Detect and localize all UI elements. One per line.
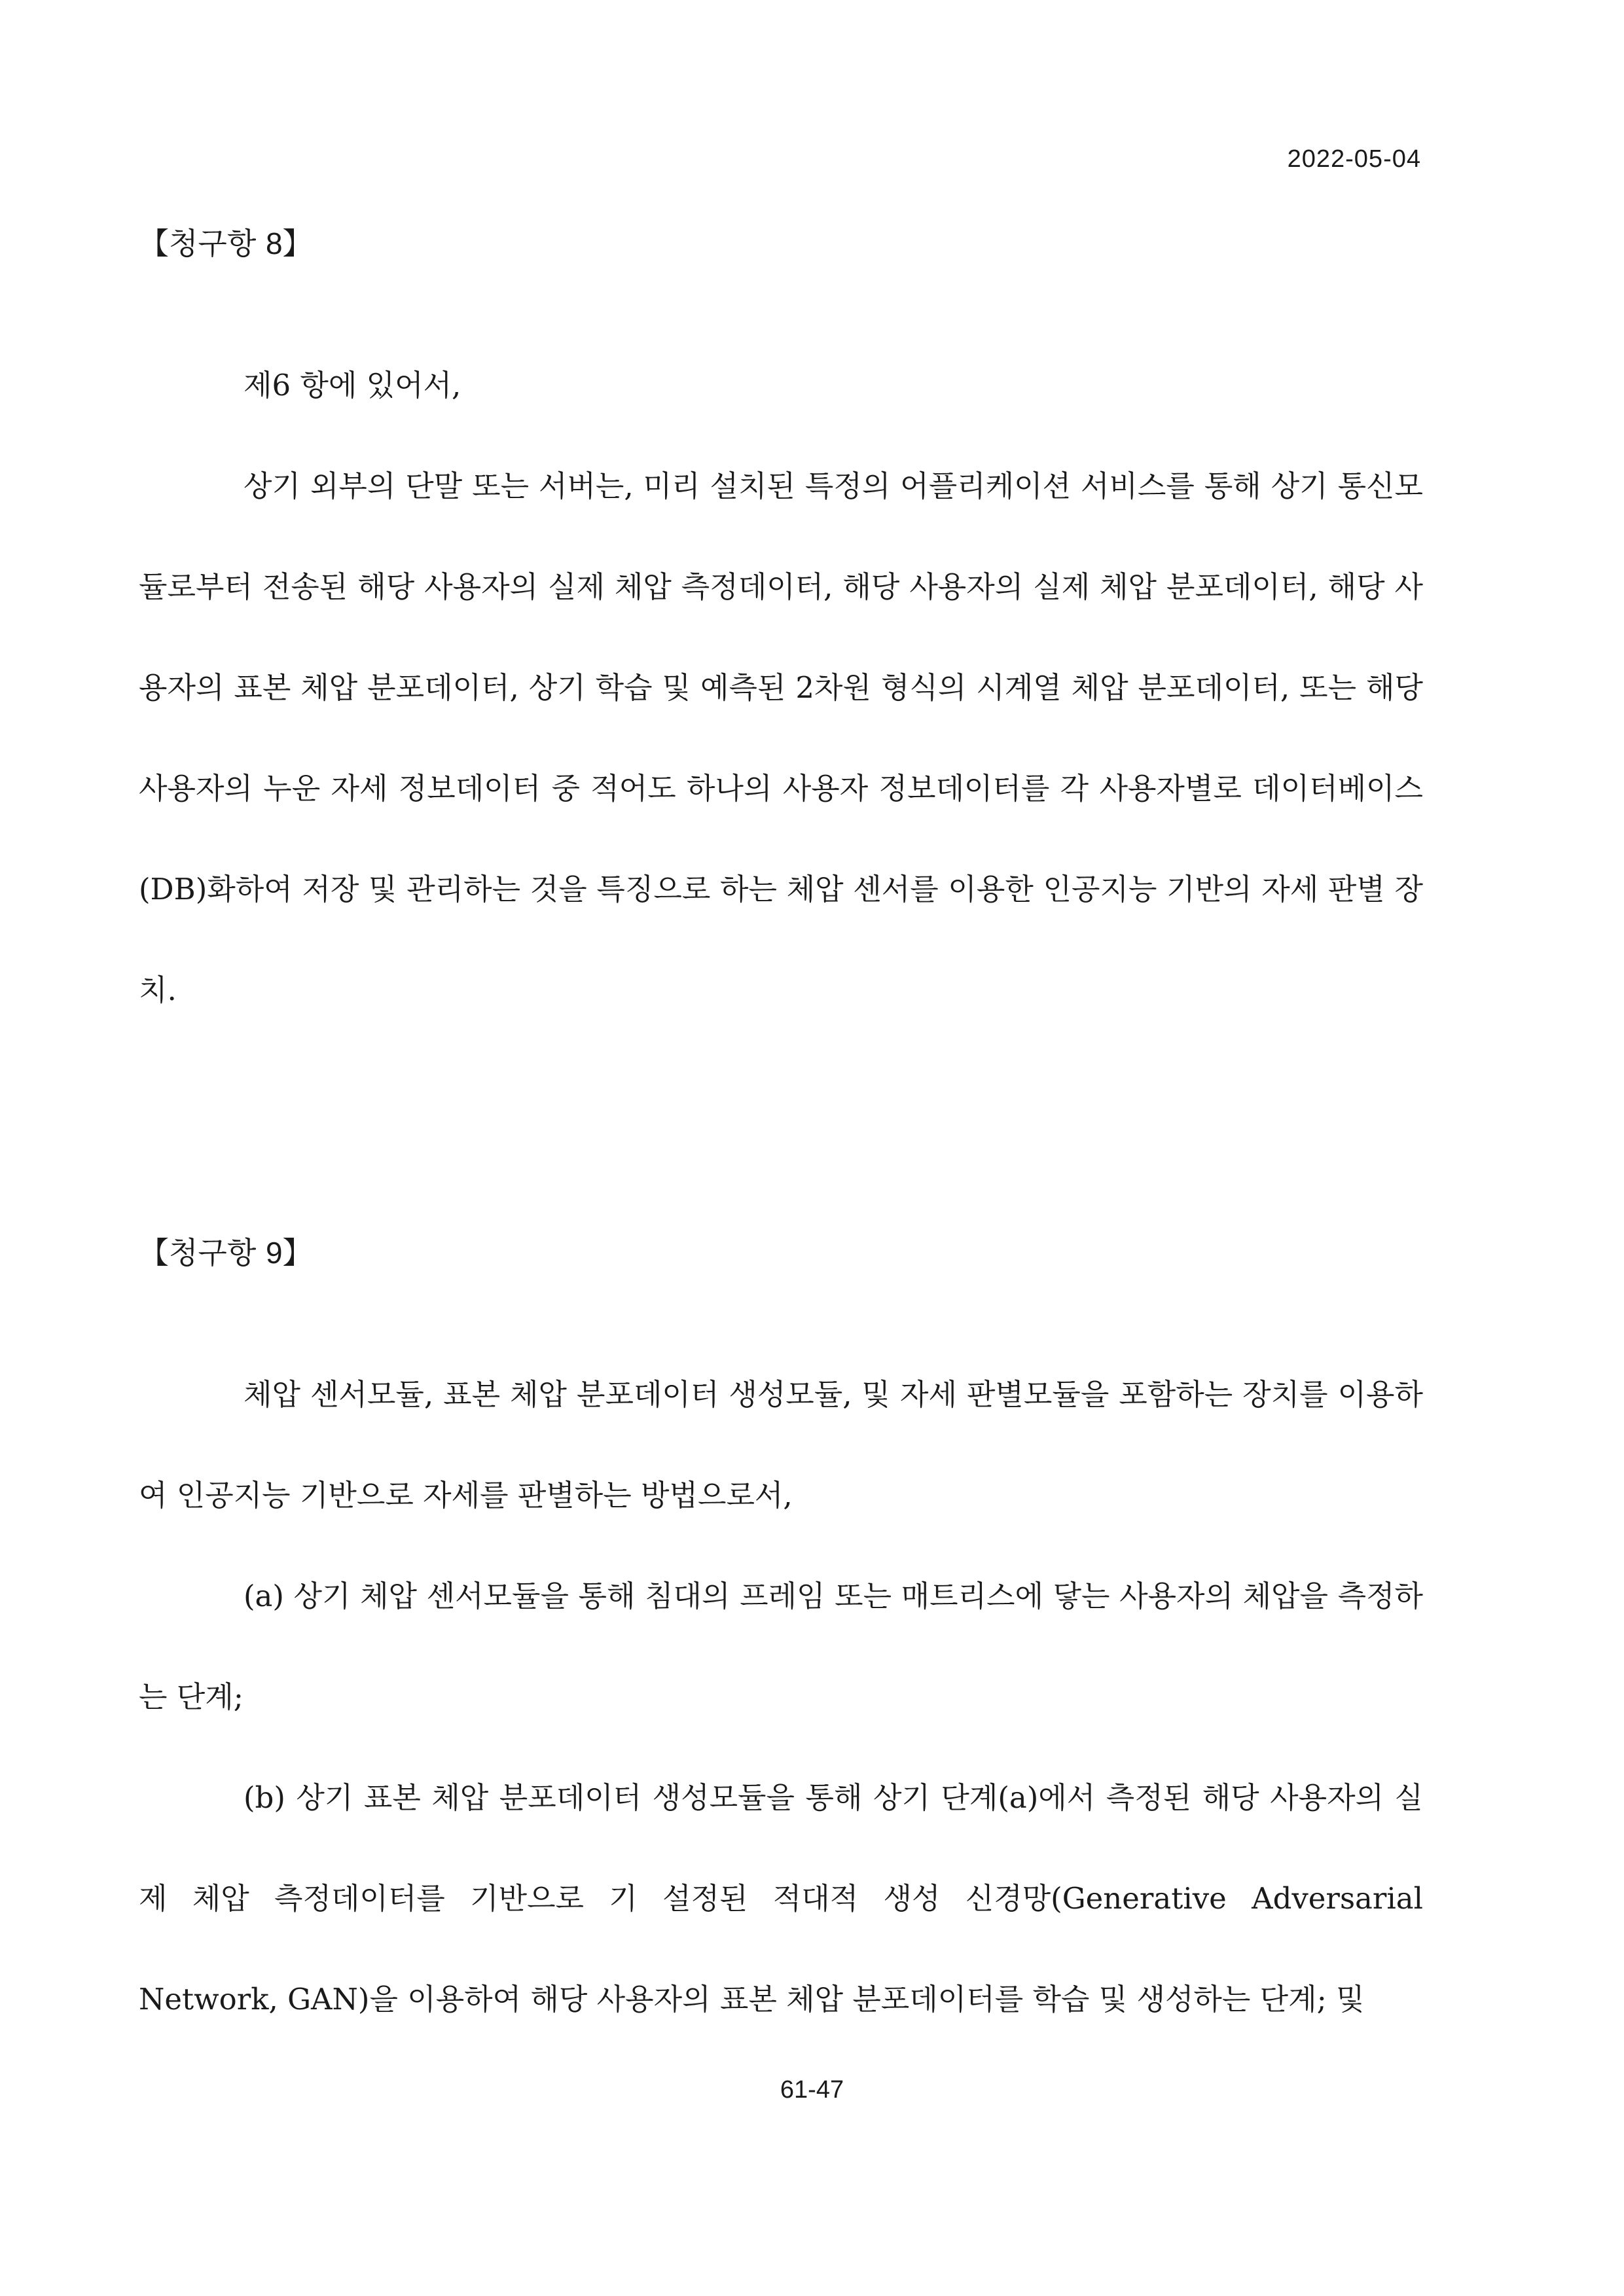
section-gap — [139, 1041, 1423, 1225]
claim-paragraph: (b) 상기 표본 체압 분포데이터 생성모듈을 통해 상기 단계(a)에서 측정된 해당 사용자의 실제 체압 측정데이터를 기반으로 기 설정된 적대적 생성 신경망(Generative Adversarial Network, GAN)을 이용하여 해당 사용자의 표본 체압 분포데이터를 학습 및 생성하는 단계; 및 — [139, 1780, 1423, 2017]
claim-heading — [139, 1225, 1423, 1281]
claim-paragraph: 제6 항에 있어서, — [244, 368, 461, 403]
claim-heading-open: 【청구항 — [139, 226, 266, 261]
page-number: 61-47 — [780, 2076, 844, 2104]
claim-9 — [139, 1225, 1423, 2050]
claim-heading-open: 【청구항 — [139, 1235, 266, 1270]
claim-heading-close: 】 — [282, 1235, 313, 1270]
claim-paragraph: (a) 상기 체압 센서모듈을 통해 침대의 프레임 또는 매트리스에 닿는 사용자의 체압을 측정하는 단계; — [139, 1579, 1423, 1714]
claim-paragraph: 상기 외부의 단말 또는 서버는, 미리 설치된 특정의 어플리케이션 서비스를 통해 상기 통신모듈로부터 전송된 해당 사용자의 실제 체압 측정데이터, 해당 사용자의 실제 체압 분포데이터, 해당 사용자의 표본 체압 분포데이터, 상기 학습 및 예측된 2차원 형식의 시계열 체압 분포데이터, 또는 해당 사용자의 누운 자세 정보데이터 중 적어도 하나의 사용자 정보데이터를 각 사용자별로 데이터베이스(DB)화하여 저장 및 관리하는 것을 특징으로 하는 체압 센서를 이용한 인공지능 기반의 자세 판별 장치. — [139, 469, 1423, 1007]
claim-8 — [139, 216, 1423, 1041]
claim-heading — [139, 216, 1423, 272]
document-date: 2022-05-04 — [1287, 145, 1421, 173]
claim-heading-close: 】 — [282, 226, 313, 261]
claim-number: 9 — [265, 1236, 283, 1270]
claim-number: 8 — [265, 226, 283, 260]
claim-paragraph: 체압 센서모듈, 표본 체압 분포데이터 생성모듈, 및 자세 판별모듈을 포함하는 장치를 이용하여 인공지능 기반으로 자세를 판별하는 방법으로서, — [139, 1377, 1423, 1513]
document-body — [139, 216, 1423, 2050]
